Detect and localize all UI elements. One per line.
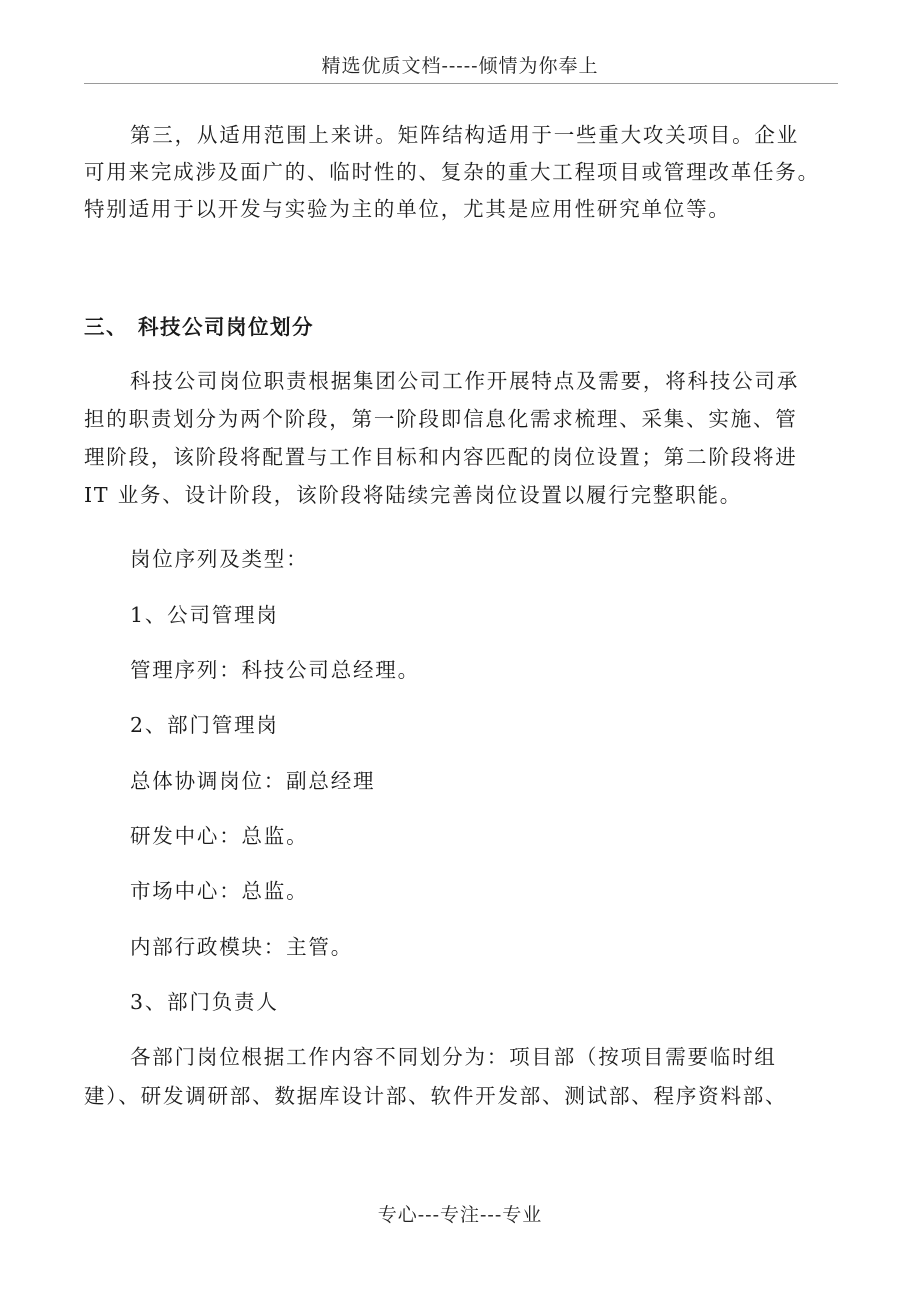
paragraph-line: 第三，从适用范围上来讲。矩阵结构适用于一些重大攻关项目。企业: [130, 123, 799, 147]
paragraph-departments: [84, 1042, 840, 1111]
list-item-coordination: 总体协调岗位：副总经理: [130, 769, 376, 793]
sequence-intro: 岗位序列及类型：: [130, 547, 309, 571]
paragraph-line: 科技公司岗位职责根据集团公司工作开展特点及需要，将科技公司承: [130, 369, 799, 393]
paragraph-line: IT 业务、设计阶段，该阶段将陆续完善岗位设置以履行完整职能。: [84, 483, 743, 507]
header-divider: [84, 83, 838, 84]
list-item-rd-center: 研发中心：总监。: [130, 824, 309, 848]
list-item-dept-mgmt: 2、部门管理岗: [130, 713, 279, 737]
list-item-mgmt-sequence: 管理序列：科技公司总经理。: [130, 658, 420, 682]
paragraph-line: 可用来完成涉及面广的、临时性的、复杂的重大工程项目或管理改革任务。: [84, 160, 820, 184]
list-item-market-center: 市场中心：总监。: [130, 879, 309, 903]
section-number: 三、: [84, 315, 128, 339]
paragraph-line: 特别适用于以开发与实验为主的单位，尤其是应用性研究单位等。: [84, 197, 731, 221]
paragraph-line: 担的职责划分为两个阶段，第一阶段即信息化需求梳理、采集、实施、管: [84, 407, 798, 431]
list-item-company-mgmt: 1、公司管理岗: [130, 603, 279, 627]
paragraph-line: 理阶段，该阶段将配置与工作目标和内容匹配的岗位设置；第二阶段将进: [84, 445, 798, 469]
paragraph-applicability: [84, 120, 840, 224]
paragraph-duties: [84, 366, 840, 510]
page-footer: 专心---专注---专业: [377, 1204, 543, 1226]
paragraph-line: 各部门岗位根据工作内容不同划分为：项目部（按项目需要临时组: [130, 1045, 777, 1069]
list-item-admin-module: 内部行政模块：主管。: [130, 935, 353, 959]
paragraph-line: 建）、研发调研部、数据库设计部、软件开发部、测试部、程序资料部、: [84, 1084, 788, 1108]
section-title: 科技公司岗位划分: [138, 315, 314, 339]
page-header: 精选优质文档-----倾情为你奉上: [321, 55, 599, 77]
list-item-dept-head: 3、部门负责人: [130, 990, 279, 1014]
section-heading: [84, 312, 314, 342]
